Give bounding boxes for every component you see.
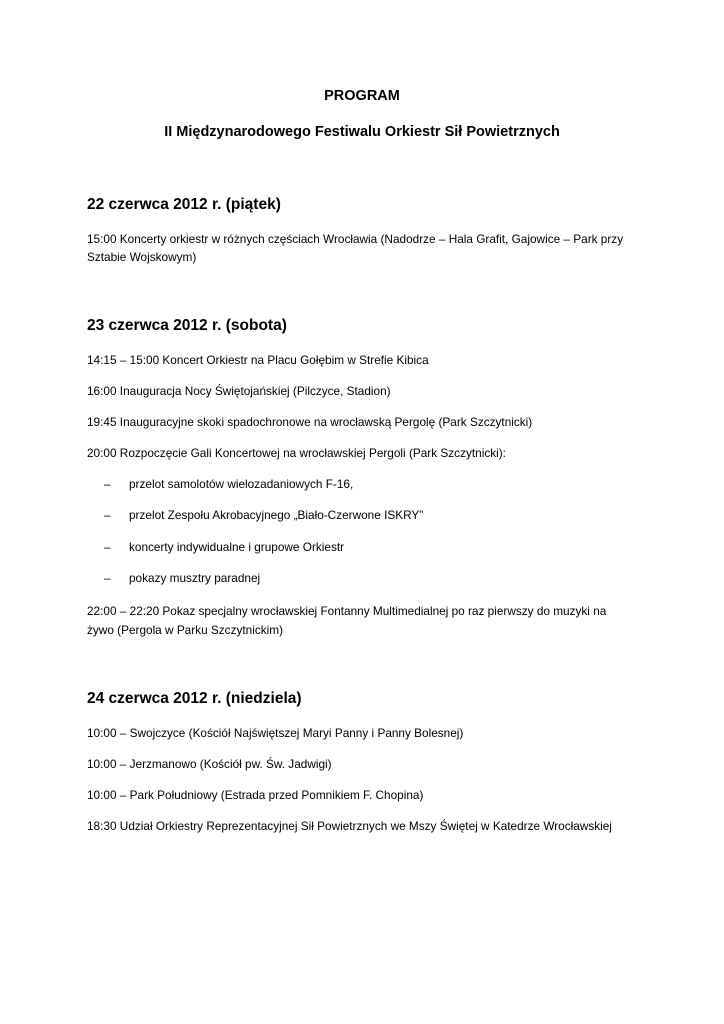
schedule-entry-continuation: żywo (Pergola w Parku Szczytnickim) [87, 623, 284, 637]
list-item-text: przelot samolotów wielozadaniowych F-16, [129, 477, 354, 491]
list-item [104, 571, 260, 585]
dash-bullet: – [104, 477, 111, 491]
day-heading-friday: 22 czerwca 2012 r. (piątek) [87, 196, 281, 213]
list-item-text: przelot Zespołu Akrobacyjnego „Biało-Czerwone ISKRY” [129, 508, 424, 522]
list-item-text: pokazy musztry paradnej [129, 571, 261, 585]
schedule-entry: 10:00 – Swojczyce (Kościół Najświętszej Maryi Panny i Panny Bolesnej) [87, 726, 464, 740]
day-heading-sunday: 24 czerwca 2012 r. (niedziela) [87, 690, 302, 707]
document-subtitle: II Międzynarodowego Festiwalu Orkiestr Sił Powietrznych [164, 124, 560, 140]
list-item-text: koncerty indywidualne i grupowe Orkiestr [129, 540, 345, 554]
dash-bullet: – [104, 571, 111, 585]
document-title: PROGRAM [324, 88, 400, 104]
schedule-entry: 10:00 – Jerzmanowo (Kościół pw. Św. Jadwigi) [87, 757, 332, 771]
schedule-entry: 20:00 Rozpoczęcie Gali Koncertowej na wrocławskiej Pergoli (Park Szczytnicki): [87, 446, 506, 460]
list-item [104, 477, 353, 491]
list-item [104, 508, 423, 522]
schedule-entry: 16:00 Inauguracja Nocy Świętojańskiej (Pilczyce, Stadion) [87, 384, 391, 398]
dash-bullet: – [104, 508, 111, 522]
dash-bullet: – [104, 540, 111, 554]
schedule-entry: 22:00 – 22:20 Pokaz specjalny wrocławskiej Fontanny Multimedialnej po raz pierwszy do muzyki na [87, 604, 607, 618]
schedule-entry: 15:00 Koncerty orkiestr w różnych częściach Wrocławia (Nadodrze – Hala Grafit, Gajowice – Park przy [87, 232, 624, 246]
schedule-entry-continuation: Sztabie Wojskowym) [87, 250, 197, 264]
day-heading-saturday: 23 czerwca 2012 r. (sobota) [87, 317, 287, 334]
schedule-entry: 14:15 – 15:00 Koncert Orkiestr na Placu Gołębim w Strefie Kibica [87, 353, 429, 367]
schedule-entry: 18:30 Udział Orkiestry Reprezentacyjnej Sił Powietrznych we Mszy Świętej w Katedrze Wrocławskiej [87, 819, 612, 833]
list-item [104, 540, 344, 554]
schedule-entry: 19:45 Inauguracyjne skoki spadochronowe na wrocławską Pergolę (Park Szczytnicki) [87, 415, 533, 429]
schedule-entry: 10:00 – Park Południowy (Estrada przed Pomnikiem F. Chopina) [87, 788, 424, 802]
